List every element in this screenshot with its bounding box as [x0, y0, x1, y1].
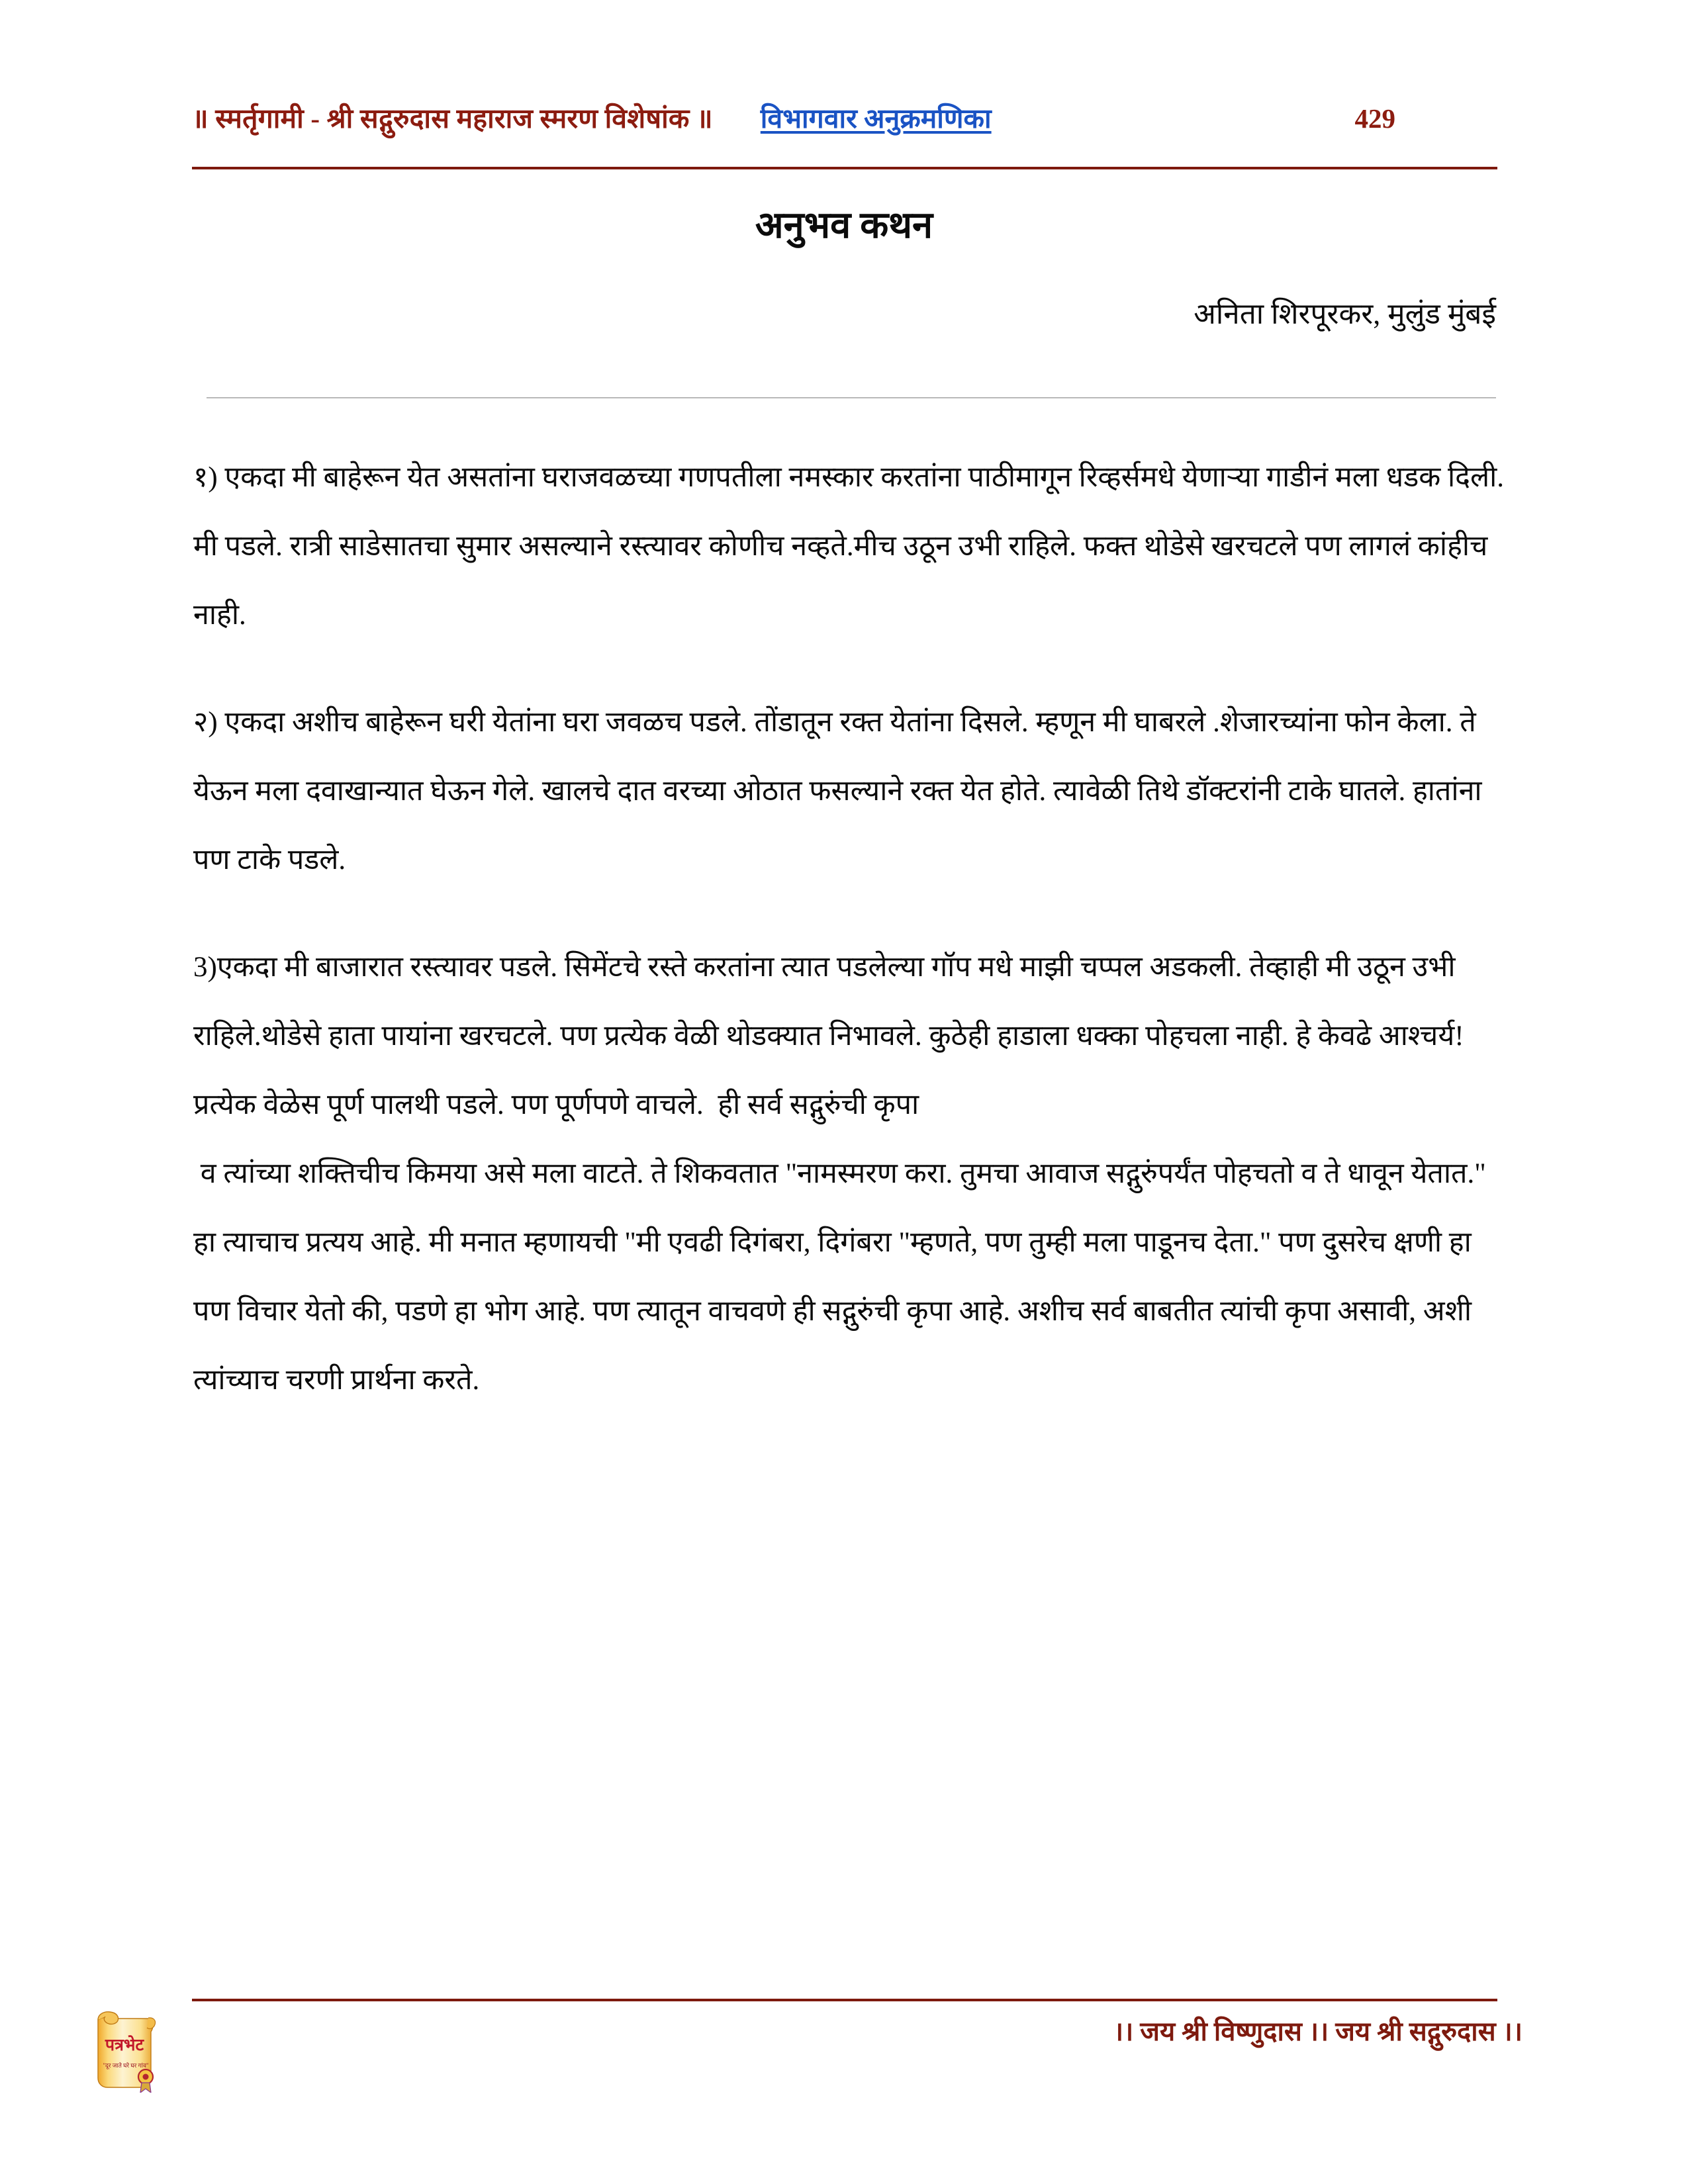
- author-byline: अनिता शिरपूरकर, मुलुंड मुंबई: [1194, 298, 1496, 330]
- page-number: 429: [1354, 103, 1395, 134]
- article-body: [193, 443, 1511, 1453]
- footer-invocation: ।। जय श्री विष्णुदास ।। जय श्री सद्गुरुदास ।।: [1113, 2017, 1523, 2046]
- paragraph-3-part-2: व त्यांच्या शक्तिचीच किमया असे मला वाटते. ते शिकवतात "नामस्मरण करा. तुमचा आवाज सद्गुरुंपर्यंत पोहचतो व ते धावून येतात." हा त्याचाच प्रत्यय आहे. मी मनात म्हणायची "मी एवढी दिगंबरा, दिगंबरा "म्हणते, पण तुम्ही मला पाडूनच देता." पण दुसरेच क्षणी हा पण विचार येतो की, पडणे हा भोग आहे. पण त्यातून वाचवणे ही सद्गुरुंची कृपा आहे. अशीच सर्व बाबतीत त्यांची कृपा असावी, अशी त्यांच्याच चरणी प्रार्थना करते.: [193, 1158, 1493, 1396]
- page-title: अनुभव कथन: [755, 205, 933, 246]
- page-header: [192, 99, 1496, 143]
- paragraph-2: २) एकदा अशीच बाहेरून घरी येतांना घरा जवळच पडले. तोंडातून रक्त येतांना दिसले. म्हणून मी घाबरले .शेजारच्यांना फोन केला. ते येऊन मला दवाखान्यात घेऊन गेले. खालचे दात वरच्या ओठात फसल्याने रक्त येत होते. त्यावेळी तिथे डॉक्टरांनी टाके घातले. हातांना पण टाके पडले.: [193, 707, 1489, 876]
- logo-label: पत्रभेट: [105, 2036, 144, 2054]
- footer-divider: [192, 1999, 1497, 2001]
- author-divider: [207, 397, 1496, 398]
- logo-tagline: "दूर जाते घरे घर गांव": [103, 2062, 149, 2069]
- paragraph-1: १) एकदा मी बाहेरून येत असतांना घराजवळच्या गणपतीला नमस्कार करतांना पाठीमागून रिव्हर्समधे येणाऱ्या गाडीनं मला धडक दिली. मी पडले. रात्री साडेसातचा सुमार असल्याने रस्त्यावर कोणीच नव्हते.मीच उठून उभी राहिले. फक्त थोडेसे खरचटले पण लागलं कांहीच नाही.: [193, 462, 1511, 631]
- header-divider: [192, 167, 1497, 169]
- paragraph-3-part-1: 3)एकदा मी बाजारात रस्त्यावर पडले. सिमेंटचे रस्ते करतांना त्यात पडलेल्या गॉप मधे माझी चप्पल अडकली. तेव्हाही मी उठून उभी राहिले.थोडेसे हाता पायांना खरचटले. पण प्रत्येक वेळी थोडक्यात निभावले. कुठेही हाडाला धक्का पोहचला नाही. हे केवढे आश्चर्य! प्रत्येक वेळेस पूर्ण पालथी पडले. पण पूर्णपणे वाचले. ही सर्व सद्गुरुंची कृपा: [193, 952, 1472, 1120]
- patrabhet-scroll-logo: [85, 2000, 169, 2093]
- header-title: ॥ स्मर्तृगामी - श्री सद्गुरुदास महाराज स्मरण विशेषांक ॥: [192, 103, 713, 134]
- index-link[interactable]: विभागवार अनुक्रमणिका: [760, 103, 992, 134]
